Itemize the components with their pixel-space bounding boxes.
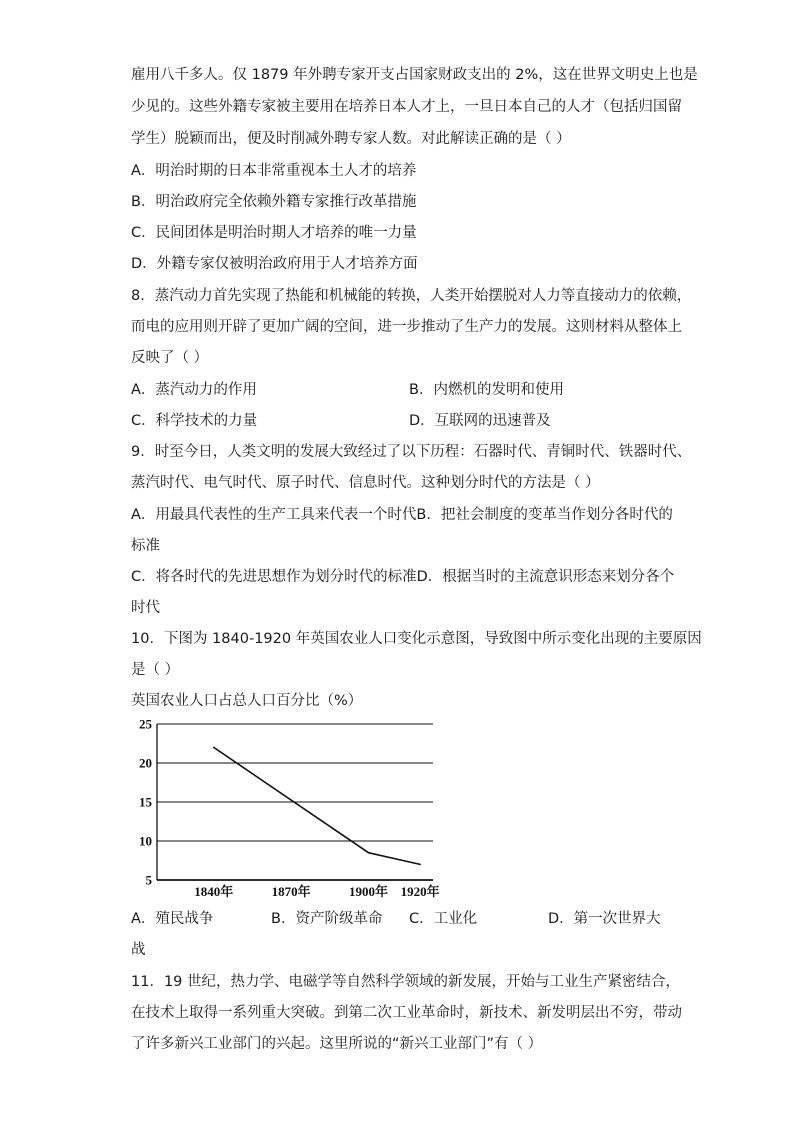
- q7-option-b: B．明治政府完全依赖外籍专家推行改革措施: [131, 194, 417, 210]
- x-tick-label: 1900年: [349, 884, 389, 899]
- x-tick-label: 1920年: [400, 884, 440, 899]
- data-point: [213, 747, 215, 749]
- y-tick-label: 10: [139, 833, 152, 849]
- q10-line-2: 是（ ）: [131, 662, 180, 678]
- q9-option-cd: C．将各时代的先进思想作为划分时代的标准D．根据当时的主流意识形态来划分各个: [131, 569, 675, 585]
- y-tick-label: 5: [145, 872, 152, 888]
- data-point: [419, 864, 421, 866]
- q9-option-ab: A．用最具代表性的生产工具来代表一个时代B．把社会制度的变革当作划分各时代的: [131, 507, 673, 523]
- q7-option-c: C．民间团体是明治时期人才培养的唯一力量: [131, 225, 417, 241]
- y-tick-label: 15: [139, 794, 152, 810]
- q7-line-3: 学生）脱颖而出，便及时削减外聘专家人数。对此解读正确的是（ ）: [131, 131, 571, 147]
- q8-option-c: C．科学技术的力量: [131, 413, 258, 429]
- q10-option-c: C．工业化: [409, 911, 478, 927]
- q11-line-3: 了许多新兴工业部门的兴起。这里所说的“新兴工业部门”有（ ）: [131, 1036, 543, 1052]
- agri-population-chart: [125, 712, 440, 902]
- y-tick-label: 20: [139, 755, 152, 771]
- q7-option-d: D．外籍专家仅被明治政府用于人才培养方面: [131, 256, 418, 272]
- q7-line-1: 雇用八千多人。仅 1879 年外聘专家开支占国家财政支出的 2%，这在世界文明史上也是: [131, 67, 698, 83]
- data-point: [368, 852, 370, 854]
- x-tick-label: 1870年: [271, 884, 311, 899]
- series-line: [214, 747, 420, 864]
- q10-option-d: D．第一次世界大: [548, 911, 661, 927]
- q10-option-b: B．资产阶级革命: [271, 911, 383, 927]
- chart-title: 英国农业人口占总人口百分比（%）: [131, 693, 363, 709]
- q8-line-3: 反映了（ ）: [131, 350, 209, 366]
- q10-option-d-cont: 战: [131, 942, 146, 958]
- q8-option-b: B．内燃机的发明和使用: [409, 382, 564, 398]
- q10-option-a: A．殖民战争: [131, 911, 214, 927]
- q7-line-2: 少见的。这些外籍专家被主要用在培养日本人才上，一旦日本自己的人才（包括归国留: [131, 99, 682, 115]
- q8-line-2: 而电的应用则开辟了更加广阔的空间，进一步推动了生产力的发展。这则材料从整体上: [131, 319, 682, 335]
- y-tick-label: 25: [139, 716, 152, 732]
- q9-option-b-cont: 标准: [131, 538, 160, 554]
- q8-option-a: A．蒸汽动力的作用: [131, 382, 257, 398]
- q7-option-a: A．明治时期的日本非常重视本土人才的培养: [131, 163, 417, 179]
- q9-line-1: 9．时至今日，人类文明的发展大致经过了以下历程：石器时代、青铜时代、铁器时代、: [131, 444, 692, 460]
- q8-option-d: D．互联网的迅速普及: [409, 413, 551, 429]
- q11-line-2: 在技术上取得一系列重大突破。到第二次工业革命时，新技术、新发明层出不穷，带动: [131, 1005, 682, 1021]
- q10-line-1: 10．下图为 1840-1920 年英国农业人口变化示意图，导致图中所示变化出现的主要原因: [131, 631, 702, 647]
- q8-line-1: 8．蒸汽动力首先实现了热能和机械能的转换，人类开始摆脱对人力等直接动力的依赖，: [131, 288, 692, 304]
- q9-line-2: 蒸汽时代、电气时代、原子时代、信息时代。这种划分时代的方法是（ ）: [131, 475, 600, 491]
- x-tick-label: 1840年: [194, 884, 234, 899]
- q11-line-1: 11．19 世纪，热力学、电磁学等自然科学领域的新发展，开始与工业生产紧密结合，: [131, 974, 681, 990]
- q9-option-d-cont: 时代: [131, 600, 160, 616]
